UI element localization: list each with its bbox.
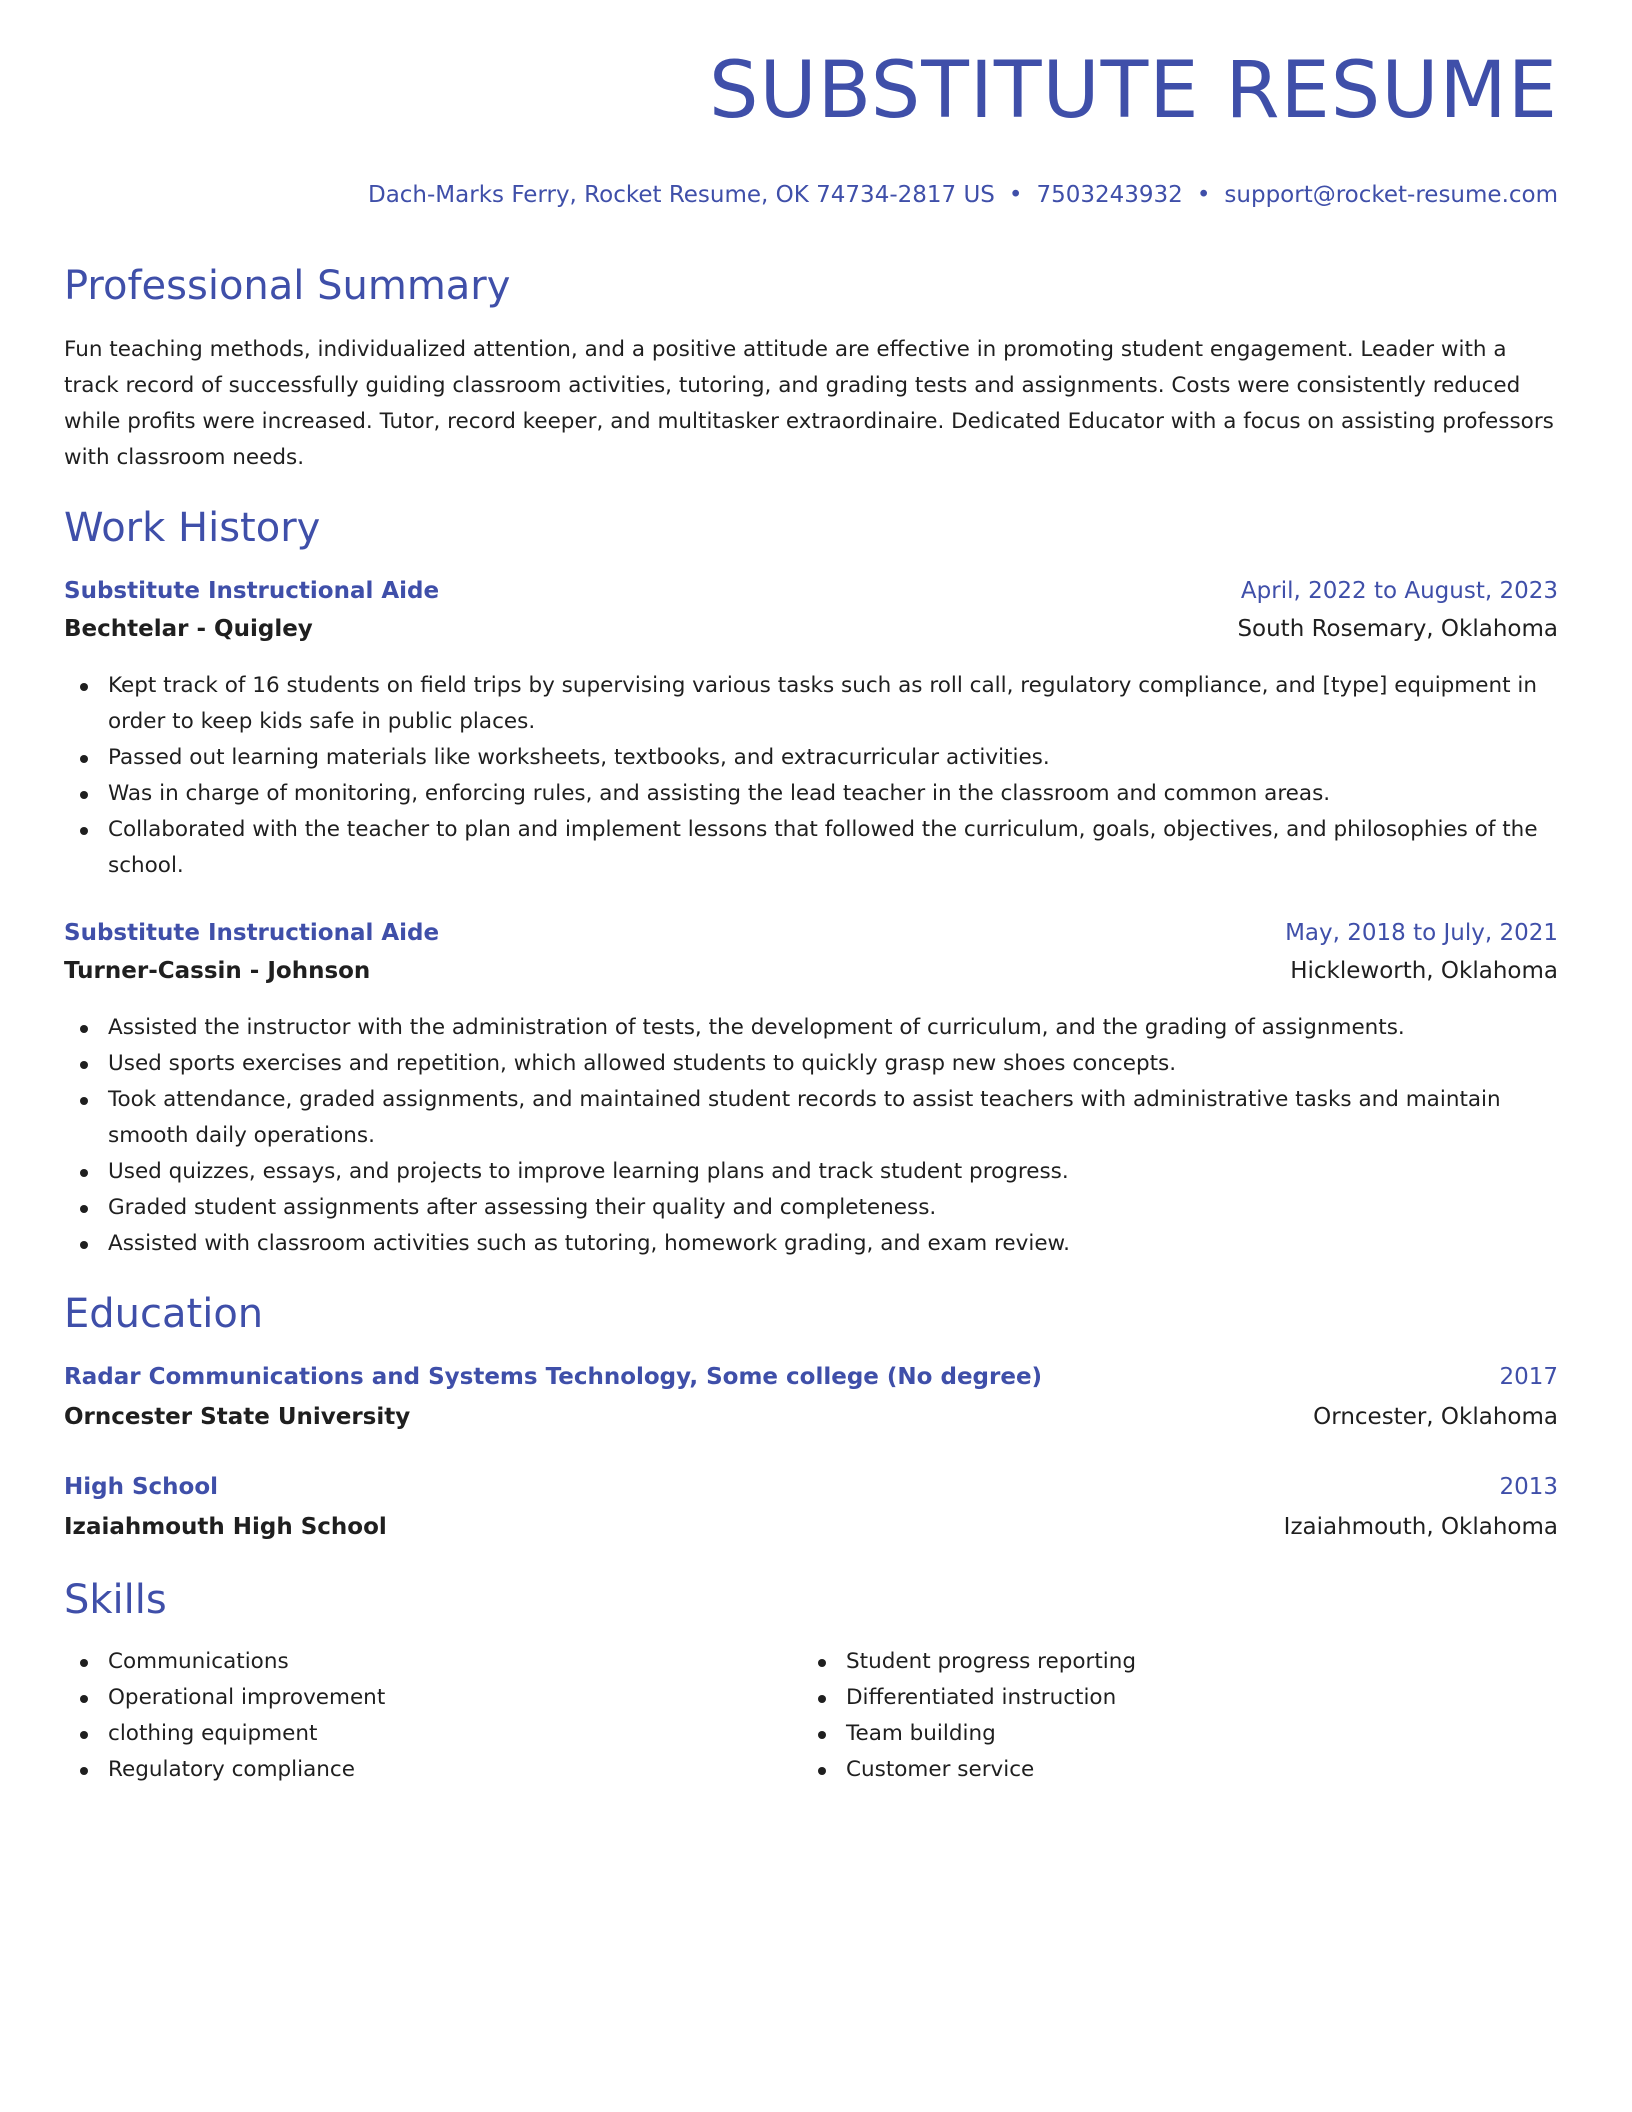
job-role: Substitute Instructional Aide	[64, 578, 440, 604]
resume-title: SUBSTITUTE RESUME	[708, 46, 1558, 136]
contact-line	[368, 182, 1558, 208]
job-location: Hickleworth, Oklahoma	[1290, 958, 1558, 984]
job-bullets	[64, 1010, 1558, 1262]
skill-item: Team building	[802, 1716, 1502, 1752]
job-header	[64, 578, 1558, 604]
list-item: Used quizzes, essays, and projects to improve learning plans and track student progress.	[64, 1154, 1558, 1190]
education-year: 2013	[1499, 1474, 1558, 1500]
skills-list-right	[802, 1644, 1502, 1788]
list-item: Took attendance, graded assignments, and maintained student records to assist teachers with administrative tasks and maintain smooth daily operations.	[64, 1082, 1558, 1154]
list-item: Passed out learning materials like worksheets, textbooks, and extracurricular activities.	[64, 740, 1558, 776]
education-degree: High School	[64, 1474, 219, 1500]
address: Dach-Marks Ferry, Rocket Resume, OK 74734-2817 US	[367, 182, 995, 208]
separator: •	[1196, 182, 1211, 208]
list-item: Graded student assignments after assessing their quality and completeness.	[64, 1190, 1558, 1226]
skill-item: Operational improvement	[64, 1680, 764, 1716]
job-location: South Rosemary, Oklahoma	[1237, 616, 1558, 642]
education-year: 2017	[1499, 1364, 1558, 1390]
education-degree: Radar Communications and Systems Technology, Some college (No degree)	[64, 1364, 1043, 1390]
skill-item: Customer service	[802, 1752, 1502, 1788]
section-title-summary: Professional Summary	[64, 263, 511, 309]
skill-item: Student progress reporting	[802, 1644, 1502, 1680]
list-item: Was in charge of monitoring, enforcing rules, and assisting the lead teacher in the classroom and common areas.	[64, 776, 1558, 812]
education-header	[64, 1364, 1558, 1390]
summary-text: Fun teaching methods, individualized attention, and a positive attitude are effective in promoting student engagement. Leader with a track record of successfully guiding classroom activities, tutoring, and grading tests and assignments. Costs were consistently reduced while profits were increased. Tutor, record keeper, and multitasker extraordinaire. Dedicated Educator with a focus on assisting professors with classroom needs.	[64, 337, 1554, 470]
separator: •	[1008, 182, 1023, 208]
job-subheader	[64, 616, 1558, 642]
skills-list-left	[64, 1644, 764, 1788]
list-item: Collaborated with the teacher to plan and implement lessons that followed the curriculum, goals, objectives, and philosophies of the school.	[64, 812, 1558, 884]
section-title-work-history: Work History	[64, 505, 321, 551]
job-bullets	[64, 668, 1558, 884]
section-title-skills: Skills	[64, 1577, 167, 1623]
resume-page	[64, 0, 1558, 2112]
job-subheader	[64, 958, 1558, 984]
email-link[interactable]: support@rocket-resume.com	[1224, 182, 1558, 208]
job-company: Bechtelar - Quigley	[64, 616, 313, 642]
skill-item: Differentiated instruction	[802, 1680, 1502, 1716]
job-dates: April, 2022 to August, 2023	[1240, 578, 1558, 604]
skill-item: Communications	[64, 1644, 764, 1680]
job-header	[64, 920, 1558, 946]
education-subheader	[64, 1514, 1558, 1540]
list-item: Assisted the instructor with the administration of tests, the development of curriculum, and the grading of assignments.	[64, 1010, 1558, 1046]
skill-item: Regulatory compliance	[64, 1752, 764, 1788]
education-subheader	[64, 1404, 1558, 1430]
list-item: Assisted with classroom activities such as tutoring, homework grading, and exam review.	[64, 1226, 1558, 1262]
job-company: Turner-Cassin - Johnson	[64, 958, 371, 984]
job-dates: May, 2018 to July, 2021	[1285, 920, 1558, 946]
education-header	[64, 1474, 1558, 1500]
list-item: Kept track of 16 students on field trips by supervising various tasks such as roll call, regulatory compliance, and [type] equipment in order to keep kids safe in public places.	[64, 668, 1558, 740]
job-role: Substitute Instructional Aide	[64, 920, 440, 946]
education-location: Orncester, Oklahoma	[1313, 1404, 1558, 1430]
education-school: Izaiahmouth High School	[64, 1514, 387, 1540]
section-title-education: Education	[64, 1291, 264, 1337]
education-school: Orncester State University	[64, 1404, 411, 1430]
education-location: Izaiahmouth, Oklahoma	[1283, 1514, 1558, 1540]
phone: 7503243932	[1036, 182, 1183, 208]
skill-item: clothing equipment	[64, 1716, 764, 1752]
list-item: Used sports exercises and repetition, which allowed students to quickly grasp new shoes concepts.	[64, 1046, 1558, 1082]
